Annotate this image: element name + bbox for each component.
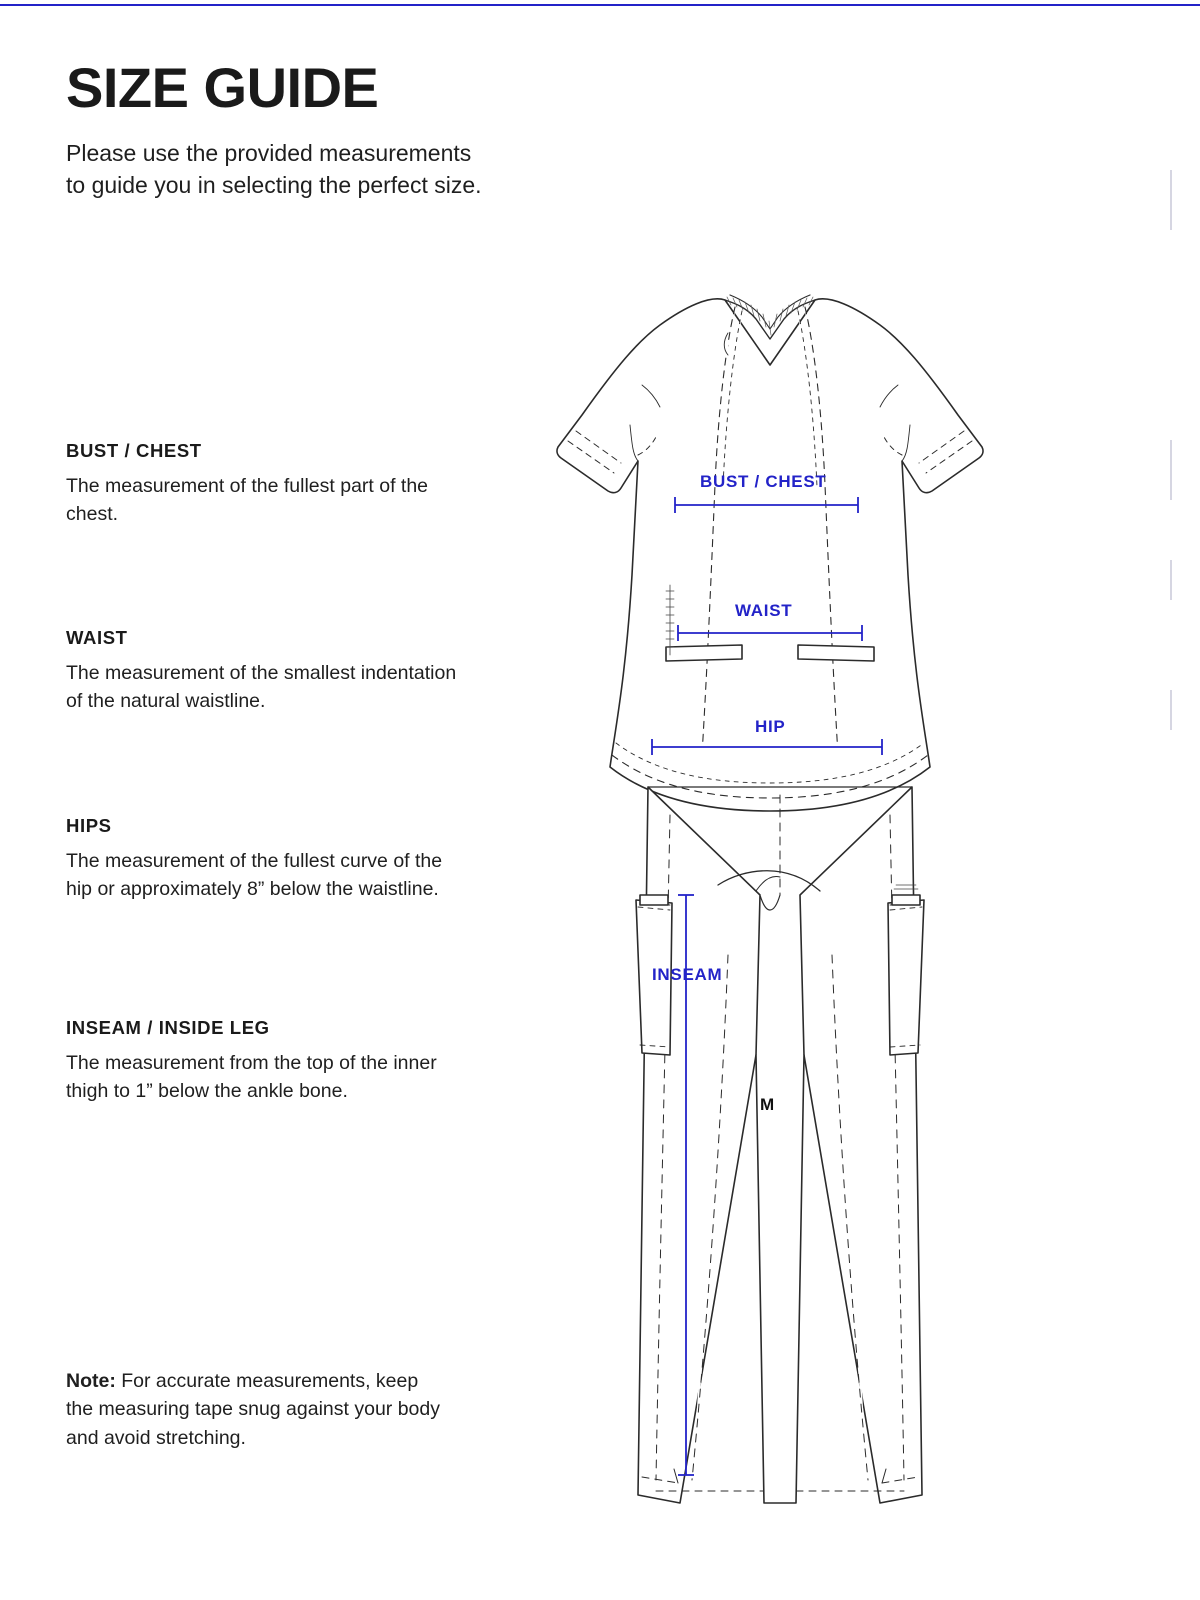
top-rule-divider xyxy=(0,4,1200,6)
term-heading: WAIST xyxy=(66,627,128,648)
note-block xyxy=(66,1367,446,1452)
term-description: The measurement of the fullest part of the chest. xyxy=(66,475,429,526)
measure-label-bust: BUST / CHEST xyxy=(700,472,827,491)
measure-label-hip: HIP xyxy=(755,717,786,736)
page-edge-mark xyxy=(1170,440,1172,500)
page-title: SIZE GUIDE xyxy=(66,56,379,119)
intro-paragraph: Please use the provided measurements to guide you in selecting the perfect size. xyxy=(66,140,482,198)
term-inseam xyxy=(66,1017,466,1106)
page-edge-mark xyxy=(1170,690,1172,730)
term-bust-chest xyxy=(66,440,466,529)
measure-label-size-mark: M xyxy=(760,1095,775,1114)
term-description: The measurement of the fullest curve of the hip or approximately 8” below the waistline. xyxy=(66,850,443,901)
garment-illustration xyxy=(520,255,1040,1545)
term-description: The measurement from the top of the inner thigh to 1” below the ankle bone. xyxy=(66,1052,437,1103)
term-waist xyxy=(66,627,466,716)
note-text: For accurate measurements, keep the measuring tape snug against your body and avoid stretching. xyxy=(66,1370,440,1449)
term-description: The measurement of the smallest indentation of the natural waistline. xyxy=(66,662,457,713)
page-edge-mark xyxy=(1170,560,1172,600)
measure-label-waist: WAIST xyxy=(735,601,793,620)
note-label: Note: xyxy=(66,1370,116,1392)
measure-label-inseam: INSEAM xyxy=(652,965,723,984)
term-heading: BUST / CHEST xyxy=(66,440,202,461)
term-hips xyxy=(66,815,466,904)
intro-block xyxy=(66,56,536,201)
term-heading: HIPS xyxy=(66,815,112,836)
page-edge-mark xyxy=(1170,170,1172,230)
term-heading: INSEAM / INSIDE LEG xyxy=(66,1017,270,1038)
